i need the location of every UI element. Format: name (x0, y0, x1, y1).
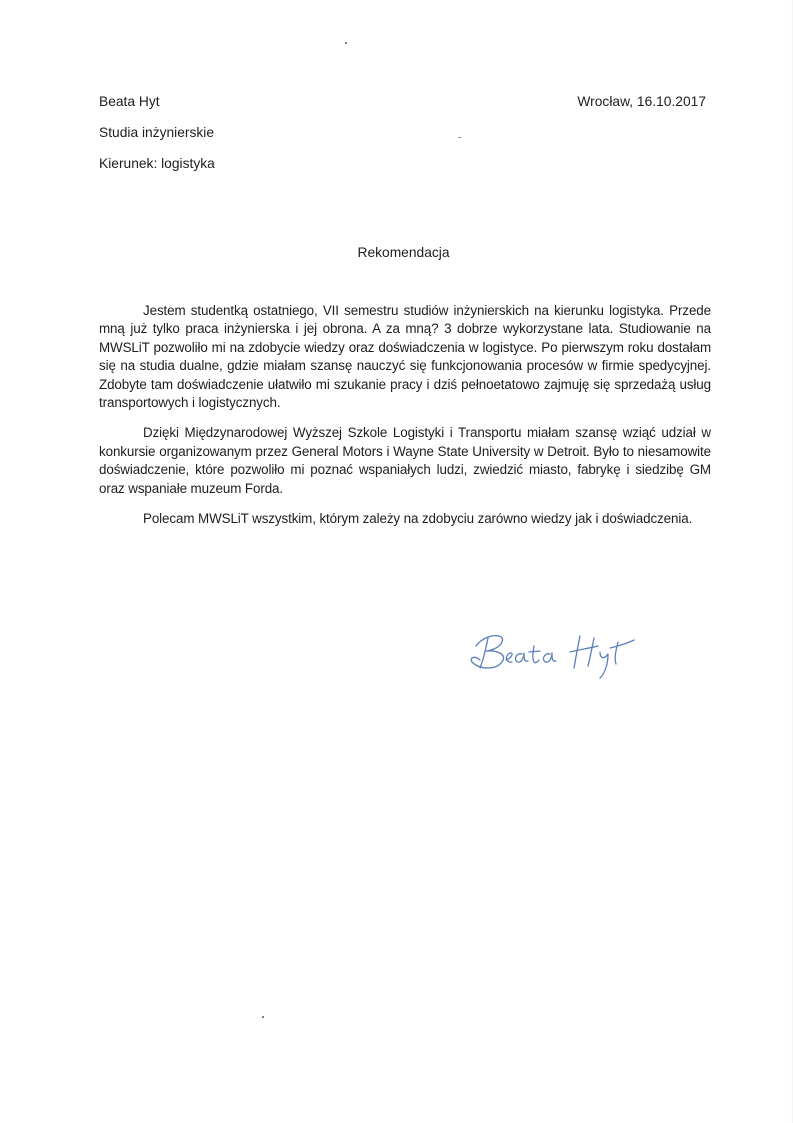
body-paragraph-1: Jestem studentką ostatniego, VII semestru studiów inżynierskich na kierunku logistyka. Przede mną już tylko praca inżynierska i jej obrona. A za mną? 3 dobrze wykorzystane lata. Studiowanie na MWSLiT pozwoliło mi na zdobycie wiedzy oraz doświadczenia w logistyce. Po pierwszym roku dostałam się na studia dualne, gdzie miałam szansę nauczyć się funkcjonowania procesów w firmie spedycyjnej. Zdobyte tam doświadczenie ułatwiło mi szukanie pracy i dziś pełnoetatowo zajmuję się sprzedażą usług transportowych i logistycznych. (99, 303, 711, 411)
scan-speck (345, 42, 347, 44)
body-paragraph-3: Polecam MWSLiT wszystkim, którym zależy na zdobyciu zarówno wiedzy jak i doświadczenia. (143, 511, 693, 527)
scan-speck (262, 1016, 264, 1018)
sender-name: Beata Hyt (99, 94, 160, 109)
letter-body (99, 302, 711, 540)
letter-title: Rekomendacja (357, 245, 450, 260)
sender-field: Kierunek: logistyka (99, 156, 215, 171)
body-paragraph-2: Dzięki Międzynarodowej Wyższej Szkole Logistyki i Transportu miałam szansę wziąć udział w konkursie organizowanym przez General Motors i Wayne State University w Detroit. Było to niesamowite doświadczenie, które pozwoliło mi poznać wspaniałych ludzi, zwiedzić miasto, fabrykę i siedzibę GM oraz wspaniałe muzeum Forda. (99, 425, 711, 496)
place-and-date: Wrocław, 16.10.2017 (577, 94, 706, 109)
handwritten-signature (466, 624, 656, 680)
sender-studies: Studia inżynierskie (99, 125, 215, 140)
scan-speck (458, 137, 461, 138)
